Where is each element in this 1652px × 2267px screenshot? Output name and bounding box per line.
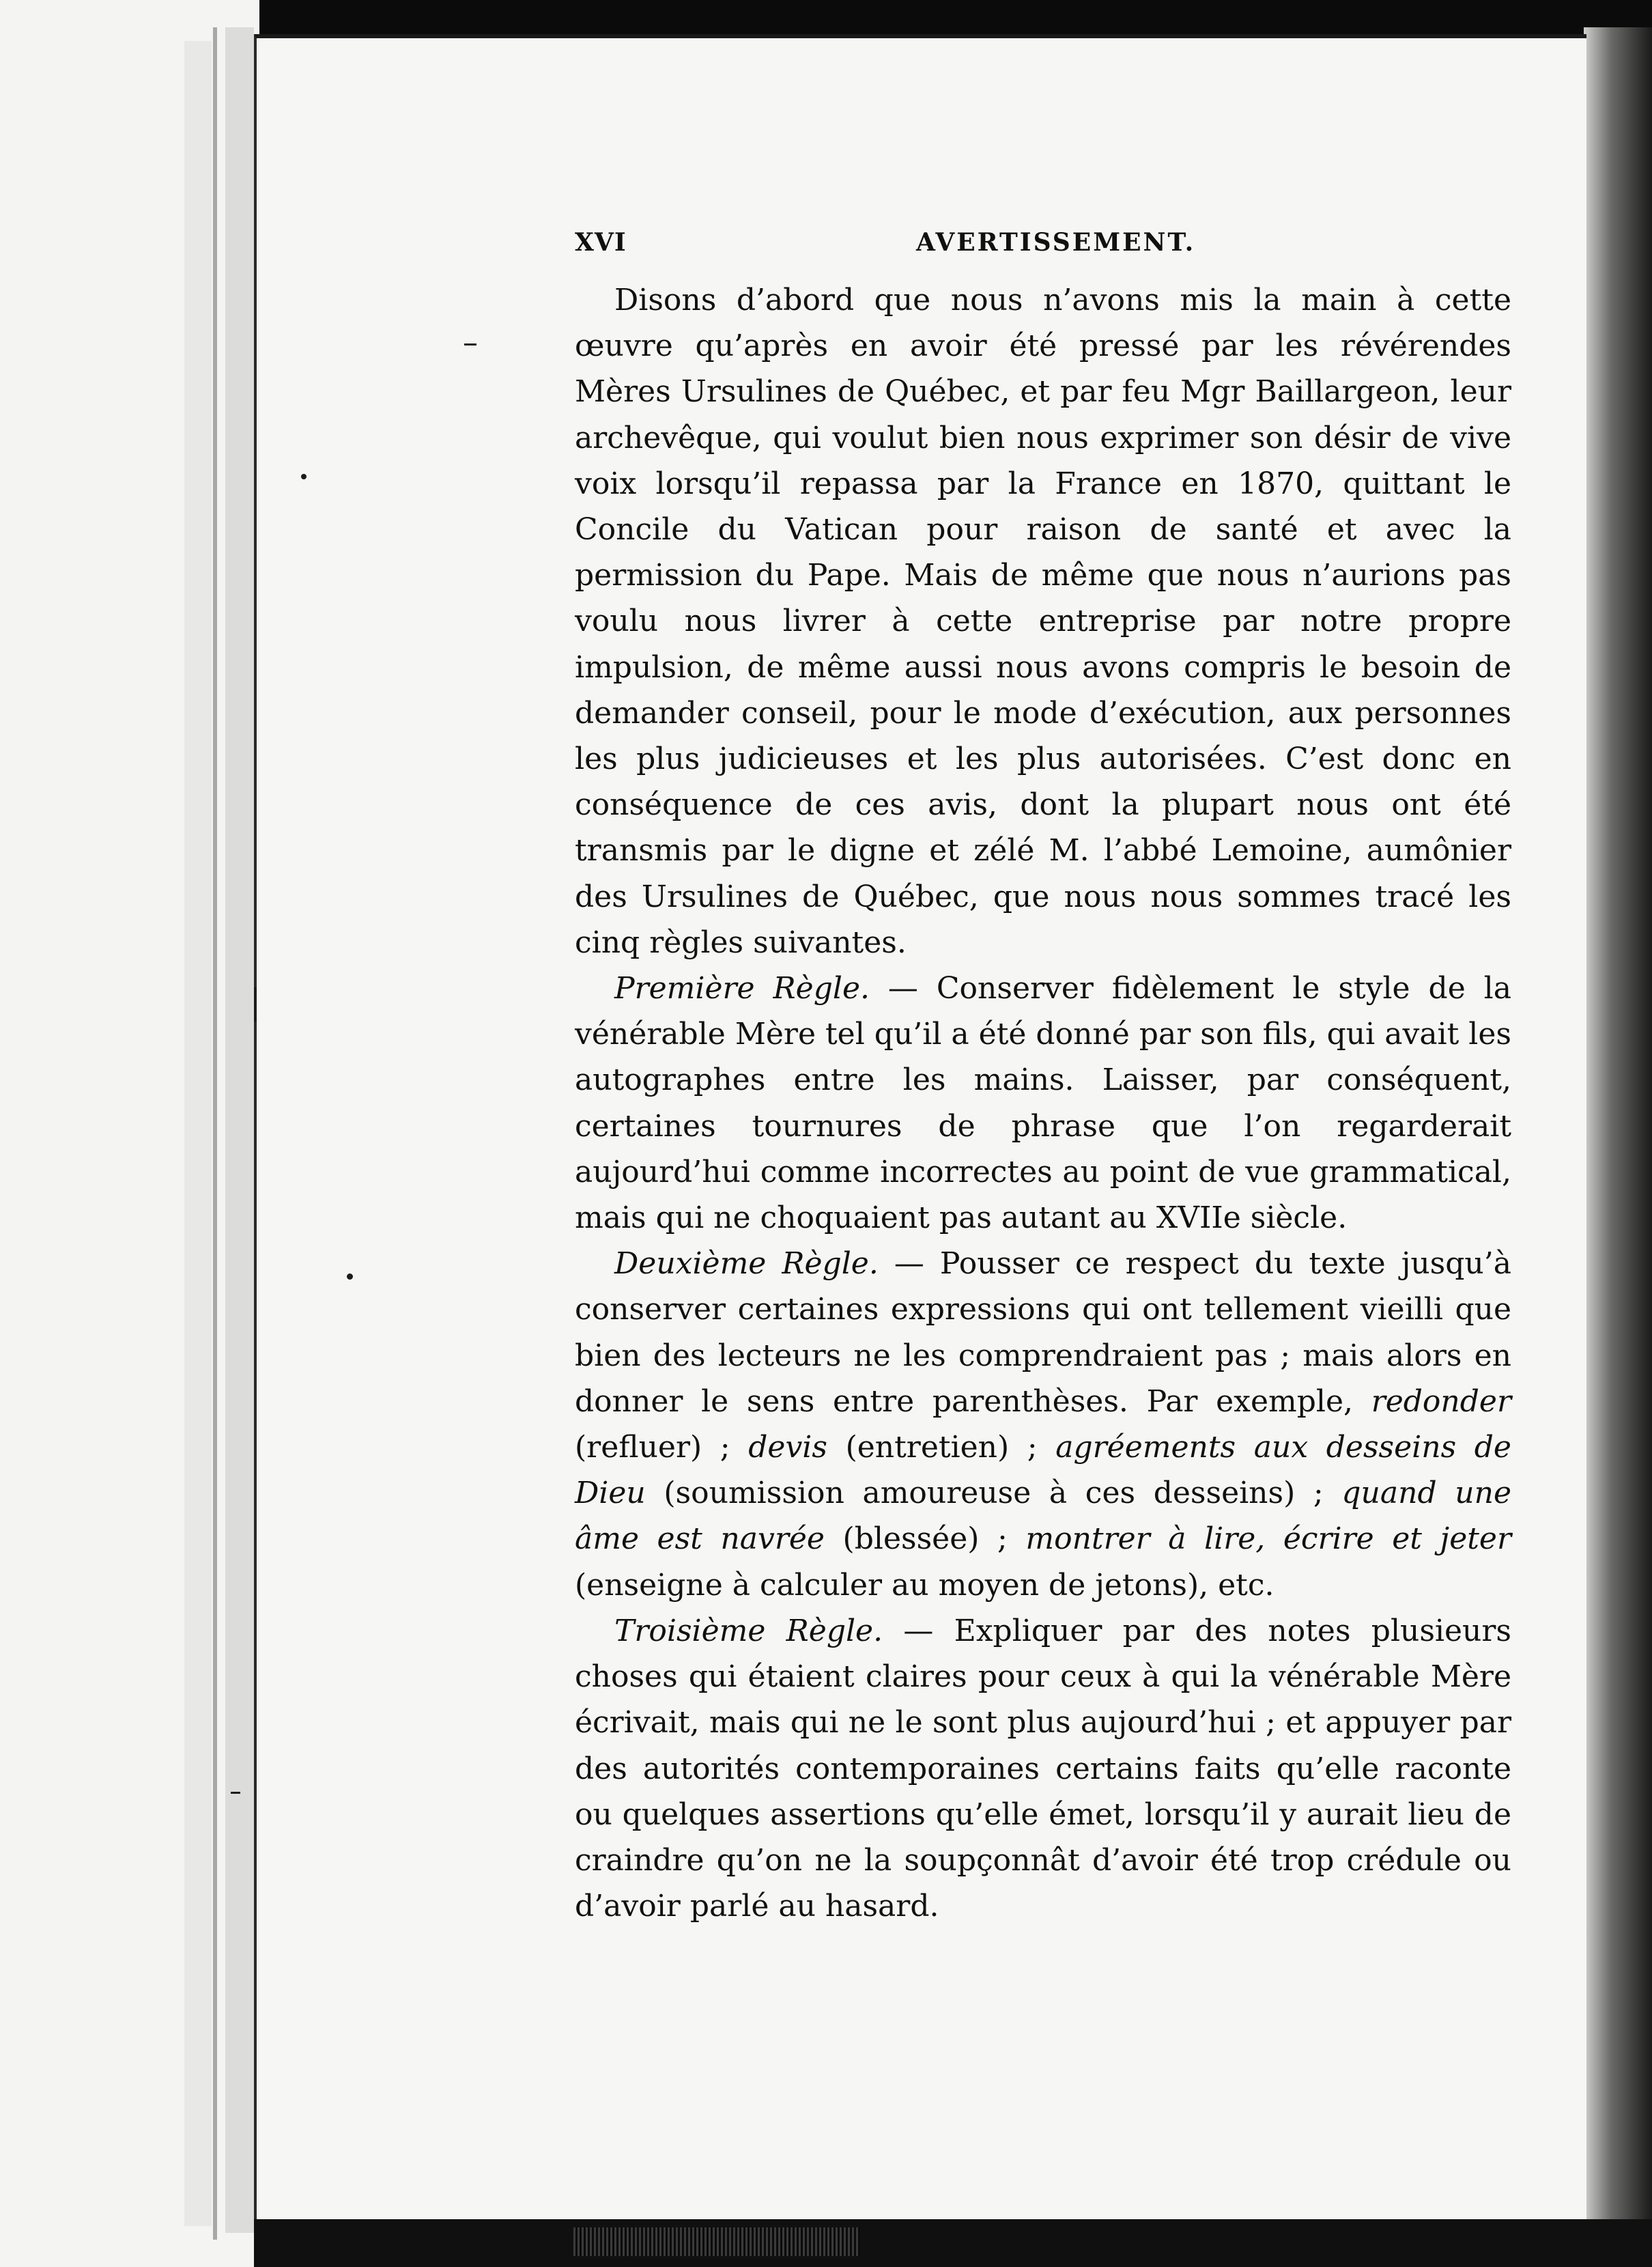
- paragraph: [575, 966, 1511, 1241]
- paragraph-text: — Conserver fidèlement le style de la vénérable Mère tel qu’il a été donné par son fils, qui avait les autographes entre les mains. Laisser, par conséquent, certaines tournures de phrase que l’on regarderait aujourd’hui comme incorrectes au point de vue grammatical, mais qui ne choquaient pas autant au XVIIe siècle.: [575, 971, 1511, 1236]
- scan-page-edge: [225, 27, 254, 2233]
- scan-shadow-right: [1584, 27, 1652, 2267]
- italic-text: montrer à lire, écrire et jeter: [1025, 1521, 1511, 1557]
- italic-text: Troisième Règle.: [614, 1613, 883, 1648]
- paragraph-text: (soumission amoureuse à ces desseins) ;: [645, 1476, 1342, 1511]
- paragraph-text: Disons d’abord que nous n’avons mis la main à cette œuvre qu’après en avoir été pressé par les révérendes Mères Ursulines de Québec, et par feu Mgr Baillargeon, leur archevêque, qui voulut bien nous exprimer son désir de vive voix lorsqu’il repassa par la France en 1870, quittant le Concile du Vatican pour raison de santé et avec la permission du Pape. Mais de même que nous n’aurions pas voulu nous livrer à cette entreprise par notre propre impulsion, de même aussi nous avons compris le besoin de demander conseil, pour le mode d’exécution, aux personnes les plus judicieuses et les plus autorisées. C’est donc en conséquence de ces avis, dont la plupart nous ont été transmis par le digne et zélé M. l’abbé Lemoine, aumônier des Ursulines de Québec, que nous nous sommes tracé les cinq règles suivantes.: [575, 283, 1511, 960]
- paragraph-text: (enseigne à calculer au moyen de jetons), etc.: [575, 1567, 1274, 1603]
- italic-text: quand une âme est navrée: [575, 1476, 1511, 1557]
- scan-shadow-bottom: [254, 2219, 1652, 2267]
- paragraph-text: — Expliquer par des notes plusieurs choses qui étaient claires pour ceux à qui la vénérable Mère écrivait, mais qui ne le sont plus aujourd’hui ; et appuyer par des autorités contemporaines certains faits qu’elle raconte ou quelques assertions qu’elle émet, lorsqu’il y aurait lieu de craindre qu’on ne la soupçonnât d’avoir été trop crédule ou d’avoir parlé au hasard.: [575, 1613, 1511, 1924]
- italic-text: agréements aux desseins de Dieu: [575, 1430, 1511, 1511]
- scan-noise: [573, 2227, 860, 2256]
- scan-margin-left: [0, 0, 259, 2267]
- paragraph-text: — Pousser ce respect du texte jusqu’à conserver certaines expressions qui ont tellement vieilli que bien des lecteurs ne les comprendraient pas ; mais alors en donner le sens entre parenthèses. Par exemple,: [575, 1246, 1511, 1419]
- italic-text: Première Règle.: [614, 971, 870, 1006]
- paragraph-text: (entretien) ;: [827, 1430, 1056, 1465]
- page-header: [575, 228, 1511, 269]
- italic-text: Deuxième Règle.: [614, 1246, 879, 1282]
- body-text: [575, 277, 1511, 1929]
- paragraph: [575, 277, 1511, 966]
- paragraph: [575, 1241, 1511, 1608]
- paragraph-text: (blessée) ;: [824, 1521, 1026, 1557]
- page-number: XVI: [575, 228, 627, 257]
- italic-text: devis: [748, 1430, 827, 1465]
- paragraph: [575, 1608, 1511, 1929]
- scan-page-edge: [184, 41, 212, 2226]
- scan-page-edge-line: [213, 27, 217, 2240]
- paragraph-text: (refluer) ;: [575, 1430, 749, 1465]
- italic-text: redonder: [1371, 1383, 1511, 1419]
- running-title: AVERTISSEMENT.: [916, 228, 1196, 257]
